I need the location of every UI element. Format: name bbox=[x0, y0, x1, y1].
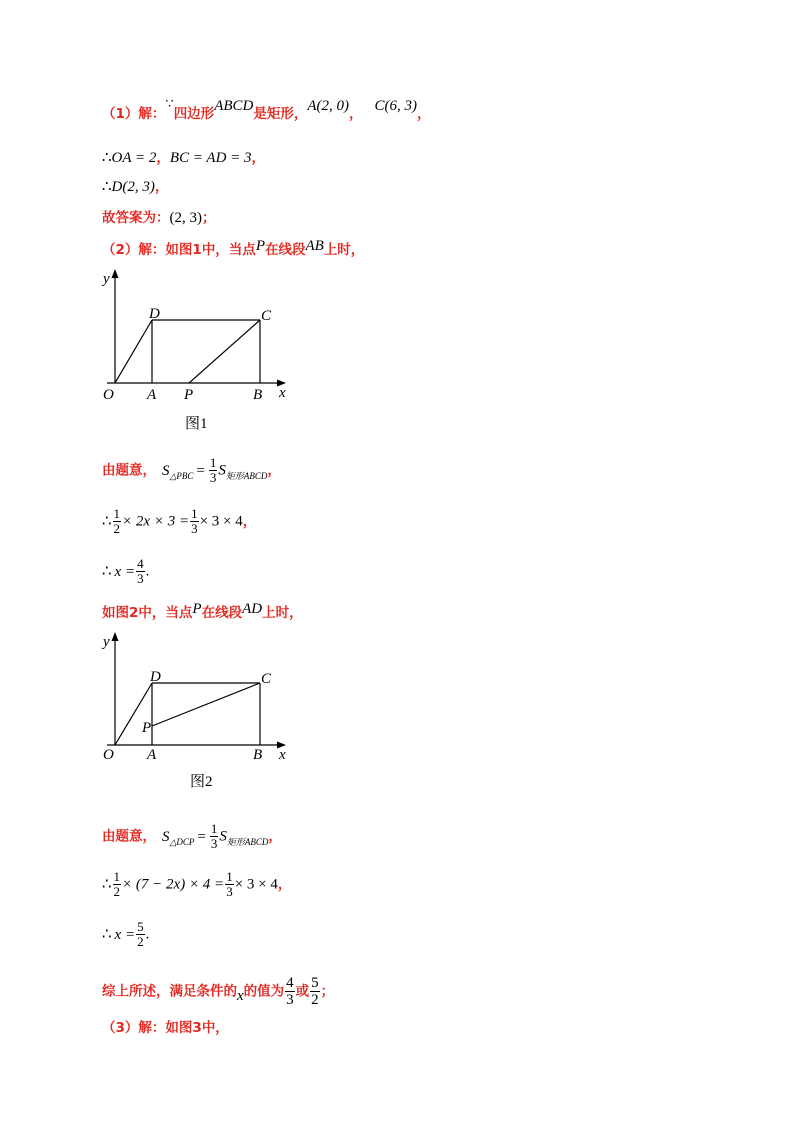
label-d: D bbox=[150, 669, 161, 685]
y-axis-arrow bbox=[112, 632, 119, 641]
text: 的值为 bbox=[243, 983, 285, 1000]
label-a: A bbox=[147, 747, 157, 763]
fig-num: 3 bbox=[192, 1020, 202, 1036]
text: 如图 bbox=[102, 605, 129, 621]
text: 由题意， bbox=[102, 828, 156, 845]
eq3 bbox=[102, 557, 149, 586]
text: ， bbox=[417, 106, 431, 122]
eq6 bbox=[102, 920, 149, 949]
answer-label: 故答案为： bbox=[102, 210, 170, 226]
frac-den: 3 bbox=[210, 836, 218, 851]
label-x: x bbox=[279, 385, 286, 401]
frac-num: 1 bbox=[209, 455, 217, 470]
label-y: y bbox=[103, 634, 110, 650]
point-a: A(2, 0) bbox=[307, 98, 350, 114]
label-b: B bbox=[253, 747, 263, 763]
label-b: B bbox=[253, 387, 263, 403]
fraction bbox=[310, 975, 320, 1008]
text: ， bbox=[156, 150, 170, 166]
frac-den: 2 bbox=[113, 884, 121, 899]
case2-header bbox=[102, 603, 303, 623]
frac-num: 1 bbox=[210, 821, 218, 836]
frac-num: 1 bbox=[113, 506, 121, 521]
summary bbox=[102, 975, 334, 1008]
eq1 bbox=[102, 456, 281, 485]
fig-num: 1 bbox=[192, 242, 202, 258]
label-c: C bbox=[261, 671, 272, 687]
text: 或 bbox=[295, 983, 310, 1000]
text: ， bbox=[242, 513, 257, 530]
y-axis-arrow bbox=[112, 269, 119, 278]
therefore-symbol: ∴ bbox=[102, 926, 112, 943]
therefore-symbol: ∴ bbox=[102, 179, 112, 195]
math-expr: × 2x × 3 = bbox=[122, 513, 190, 530]
frac-den: 2 bbox=[137, 934, 144, 949]
math-expr: × (7 − 2x) × 4 = bbox=[122, 876, 225, 893]
figure-1-caption: 图1 bbox=[185, 416, 208, 432]
math-s: S bbox=[219, 828, 227, 845]
eq5 bbox=[102, 870, 291, 899]
segment-ab: AB bbox=[305, 238, 324, 254]
fraction bbox=[210, 822, 219, 851]
frac-den: 3 bbox=[209, 470, 217, 485]
math-sub: 矩形ABCD bbox=[226, 836, 269, 847]
frac-num: 1 bbox=[191, 506, 198, 521]
frac-den: 3 bbox=[137, 571, 144, 586]
segment-pc bbox=[152, 683, 260, 726]
fraction bbox=[136, 557, 145, 586]
text: 在线段 bbox=[201, 605, 243, 621]
label-o: O bbox=[103, 387, 114, 403]
frac-num: 5 bbox=[311, 975, 319, 991]
point-p: P bbox=[255, 238, 265, 254]
part1-label: （1）解： bbox=[102, 106, 166, 122]
math-x: x bbox=[237, 987, 244, 1004]
part1-line3 bbox=[102, 177, 168, 197]
fig-num: 2 bbox=[129, 605, 139, 621]
label-x: x bbox=[279, 747, 286, 763]
figure-1 bbox=[95, 265, 295, 410]
label-o: O bbox=[103, 747, 114, 763]
fraction bbox=[285, 975, 295, 1008]
text: 在线段 bbox=[264, 242, 306, 258]
text: ， bbox=[349, 106, 363, 122]
text: 中，当点 bbox=[201, 242, 256, 258]
fraction bbox=[190, 507, 199, 536]
frac-den: 2 bbox=[113, 521, 121, 536]
text: . bbox=[145, 563, 150, 580]
text: ， bbox=[251, 150, 266, 166]
frac-den: 3 bbox=[191, 521, 198, 536]
math-sub: 矩形ABCD bbox=[225, 470, 268, 481]
text: 综上所述，满足条件的 bbox=[102, 983, 237, 1000]
eq2 bbox=[102, 507, 256, 536]
text: 上时， bbox=[323, 242, 365, 258]
text: ， bbox=[267, 462, 281, 479]
frac-den: 3 bbox=[286, 992, 294, 1008]
part2-header bbox=[102, 240, 364, 260]
text: ， bbox=[277, 876, 292, 893]
point-p: P bbox=[192, 601, 202, 617]
therefore-symbol: ∴ bbox=[102, 876, 112, 893]
math-eq: = bbox=[197, 828, 206, 845]
frac-num: 1 bbox=[226, 869, 233, 884]
frac-den: 2 bbox=[311, 992, 319, 1008]
text: 中， bbox=[201, 1020, 229, 1036]
text: 由题意， bbox=[102, 462, 156, 479]
math-expr: × 3 × 4 bbox=[199, 513, 243, 530]
math-s: S bbox=[162, 828, 170, 845]
figure-2-caption: 图2 bbox=[190, 774, 213, 790]
part2-label: （2）解：如图 bbox=[102, 242, 193, 258]
text: ， bbox=[268, 828, 282, 845]
math-sub: △PBC bbox=[169, 470, 194, 481]
part1-line1 bbox=[102, 96, 431, 124]
math-oa: OA = 2 bbox=[111, 150, 157, 166]
text: . bbox=[145, 926, 150, 943]
text: ； bbox=[202, 210, 216, 226]
math-s: S bbox=[218, 462, 226, 479]
quad-abcd: ABCD bbox=[214, 98, 254, 114]
fraction bbox=[113, 507, 122, 536]
segment-pc bbox=[189, 320, 260, 383]
frac-num: 5 bbox=[137, 919, 144, 934]
frac-num: 4 bbox=[286, 975, 294, 991]
eq4 bbox=[102, 822, 282, 851]
label-y: y bbox=[103, 271, 110, 287]
segment-ad: AD bbox=[242, 601, 263, 617]
frac-num: 1 bbox=[113, 869, 121, 884]
therefore-symbol: ∴ bbox=[102, 513, 112, 530]
text: 是矩形， bbox=[253, 106, 308, 122]
frac-den: 3 bbox=[226, 884, 233, 899]
label-d: D bbox=[149, 306, 160, 322]
therefore-symbol: ∴ bbox=[102, 150, 112, 166]
text: ， bbox=[154, 179, 169, 195]
part3-header bbox=[102, 1018, 229, 1038]
text: 四边形 bbox=[173, 106, 215, 122]
math-expr: x = bbox=[114, 926, 136, 943]
fraction bbox=[209, 456, 218, 485]
math-bc-ad: BC = AD = 3 bbox=[169, 150, 252, 166]
math-s: S bbox=[162, 462, 170, 479]
math-sub: △DCP bbox=[169, 836, 195, 847]
math-eq: = bbox=[196, 462, 205, 479]
math-expr: x = bbox=[114, 563, 136, 580]
text: 上时， bbox=[262, 605, 303, 621]
part1-answer bbox=[102, 208, 216, 228]
part1-line2 bbox=[102, 148, 265, 168]
math-expr: × 3 × 4 bbox=[234, 876, 278, 893]
segment-od bbox=[115, 320, 152, 383]
text: ； bbox=[320, 983, 335, 1000]
fraction bbox=[225, 870, 234, 899]
answer-value: (2, 3) bbox=[169, 210, 202, 226]
text: 中，当点 bbox=[138, 605, 193, 621]
since-symbol: ∵ bbox=[165, 96, 174, 111]
part3-label: （3）解：如图 bbox=[102, 1020, 193, 1036]
math-d: D(2, 3) bbox=[111, 179, 155, 195]
label-a: A bbox=[147, 387, 157, 403]
point-c: C(6, 3) bbox=[374, 98, 418, 114]
figure-2 bbox=[95, 628, 295, 768]
therefore-symbol: ∴ bbox=[102, 563, 112, 580]
label-p: P bbox=[184, 387, 194, 403]
fraction bbox=[113, 870, 122, 899]
label-p: P bbox=[142, 720, 152, 736]
label-c: C bbox=[261, 308, 272, 324]
fraction bbox=[136, 920, 145, 949]
frac-num: 4 bbox=[137, 556, 144, 571]
